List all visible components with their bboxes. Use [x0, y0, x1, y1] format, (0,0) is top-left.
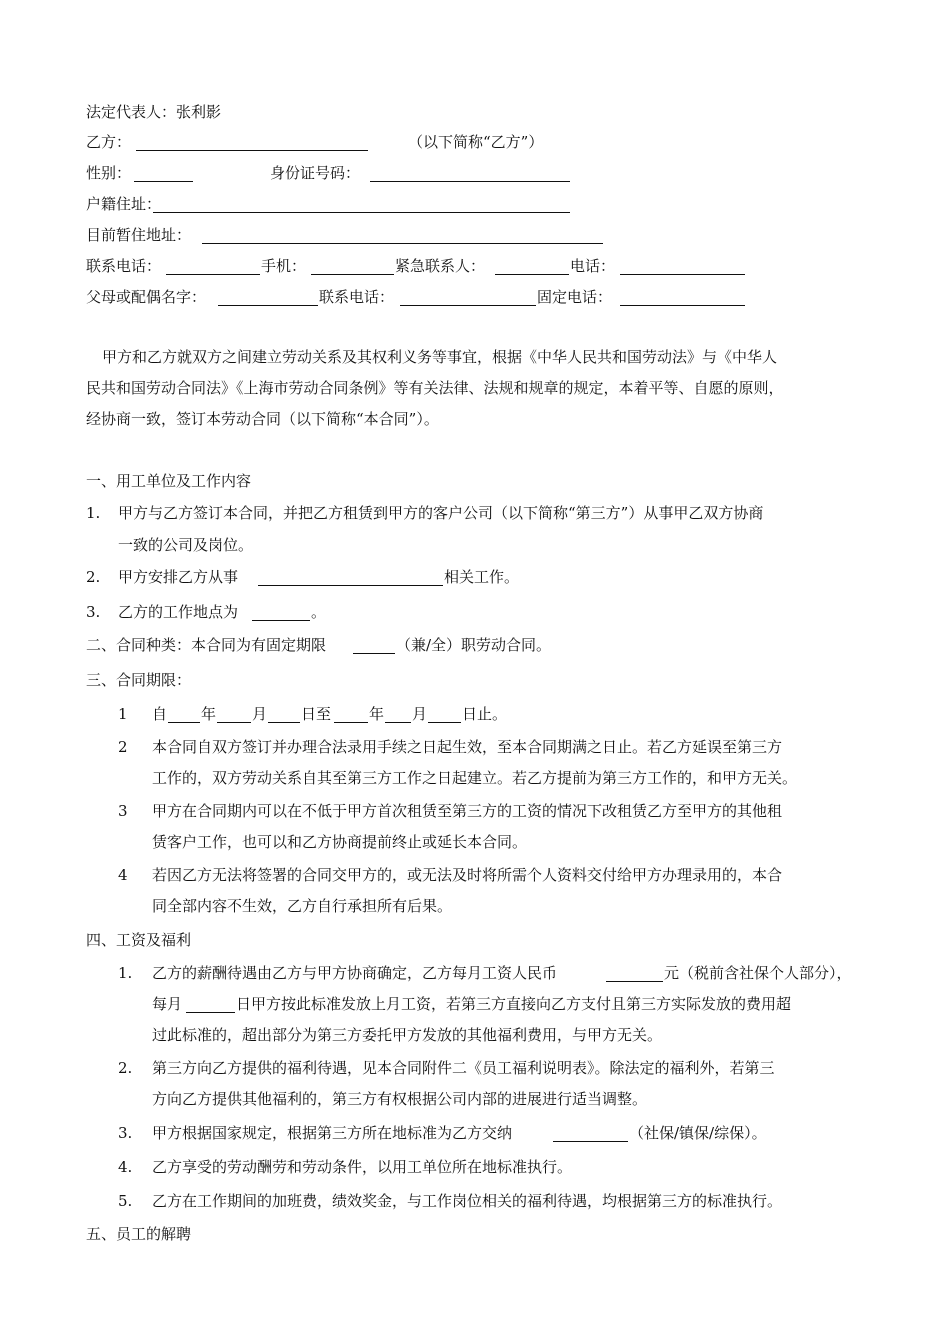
s3-item2-text-1: 本合同自双方签订并办理合法录用手续之日起生效，至本合同期满之日止。若乙方延误至第三方 — [152, 738, 783, 756]
s3-item3-text-2: 赁客户工作，也可以和乙方协商提前终止或延长本合同。 — [152, 833, 528, 851]
s1-item3-blank[interactable] — [252, 620, 310, 621]
s3-item1-month-b: 月 — [412, 705, 428, 723]
landline-label: 固定电话： — [537, 288, 613, 306]
phone-label: 联系电话： — [86, 257, 162, 275]
s4-item1-line3 — [0, 1023, 950, 1047]
gender-blank[interactable] — [134, 181, 193, 182]
s3-item1-number: 1 — [118, 705, 128, 723]
s3-item2-number: 2 — [118, 738, 128, 756]
section2-line — [0, 633, 950, 657]
hukou-blank[interactable] — [153, 212, 570, 213]
s3-item1-day-to: 日至 — [301, 705, 332, 723]
s3-item1 — [0, 702, 950, 726]
party-b-abbr: （以下简称“乙方”） — [408, 133, 544, 151]
s1-item2 — [0, 565, 950, 589]
party-b-line — [0, 130, 950, 154]
s3-item4-number: 4 — [118, 866, 128, 884]
s4-payday-blank[interactable] — [186, 1012, 235, 1013]
s3-item4-text-2: 同全部内容不生效，乙方自行承担所有后果。 — [152, 897, 453, 915]
s4-item5 — [0, 1189, 950, 1213]
intro-line-3 — [0, 407, 950, 431]
s1-item1-line2 — [0, 533, 950, 557]
s4-item3-number: 3. — [118, 1124, 133, 1142]
s4-item2-text-1: 第三方向乙方提供的福利待遇，见本合同附件二《员工福利说明表》。除法定的福利外，若第三 — [152, 1059, 775, 1077]
id-label: 身份证号码： — [270, 164, 361, 182]
legal-rep-line — [0, 100, 950, 124]
parent-phone-blank[interactable] — [400, 305, 536, 306]
s4-item1-text-1b: 元（税前含社保个人部分）， — [664, 964, 852, 982]
phone-blank[interactable] — [166, 274, 260, 275]
temp-address-label: 目前暂住地址： — [86, 226, 192, 244]
s4-salary-blank[interactable] — [606, 981, 663, 982]
s4-item5-text: 乙方在工作期间的加班费，绩效奖金，与工作岗位相关的福利待遇，均根据第三方的标准执行。 — [152, 1192, 783, 1210]
intro-line-1 — [0, 345, 950, 369]
s3-item2-text-2: 工作的，双方劳动关系自其至第三方工作之日起建立。若乙方提前为第三方工作的，和甲方无关。 — [152, 769, 798, 787]
s4-item1-number: 1. — [118, 964, 133, 982]
s3-item3-text-1: 甲方在合同期内可以在不低于甲方首次租赁至第三方的工资的情况下改租赁乙方至甲方的其他租 — [152, 802, 783, 820]
s3-start-day-blank[interactable] — [268, 722, 300, 723]
s3-end-month-blank[interactable] — [385, 722, 411, 723]
s3-item4-line2 — [0, 894, 950, 918]
s3-item1-from: 自 — [152, 705, 168, 723]
s3-item2-line2 — [0, 766, 950, 790]
s3-item4-line1 — [0, 863, 950, 887]
section1-heading: 一、用工单位及工作内容 — [86, 472, 252, 490]
s3-start-year-blank[interactable] — [168, 722, 200, 723]
section2-text-b: （兼/全）职劳动合同。 — [396, 636, 552, 654]
s1-item1-number: 1. — [86, 504, 101, 522]
s4-item2-text-2: 方向乙方提供其他福利的，第三方有权根据公司内部的进展进行适当调整。 — [152, 1090, 648, 1108]
s4-item1-text-2b: 日甲方按此标准发放上月工资，若第三方直接向乙方支付且第三方实际发放的费用超 — [236, 995, 792, 1013]
parent-phone-label: 联系电话： — [319, 288, 395, 306]
section2-text-a: 二、合同种类：本合同为有固定期限 — [86, 636, 327, 654]
emergency-phone-label: 电话： — [570, 257, 616, 275]
mobile-label: 手机： — [261, 257, 307, 275]
id-blank[interactable] — [370, 181, 570, 182]
section2-blank[interactable] — [353, 653, 395, 654]
s3-end-year-blank[interactable] — [334, 722, 368, 723]
s4-item1-text-1a: 乙方的薪酬待遇由乙方与甲方协商确定，乙方每月工资人民币 — [152, 964, 558, 982]
legal-rep-text: 法定代表人：张利影 — [86, 103, 222, 121]
parent-label: 父母或配偶名字： — [86, 288, 207, 306]
family-line — [0, 285, 950, 309]
s4-item2-line2 — [0, 1087, 950, 1111]
parent-blank[interactable] — [218, 305, 318, 306]
s4-item3 — [0, 1121, 950, 1145]
s1-item2-text-a: 甲方安排乙方从事 — [118, 568, 239, 586]
s3-item2-line1 — [0, 735, 950, 759]
s4-item4 — [0, 1155, 950, 1179]
s1-item3-text-a: 乙方的工作地点为 — [118, 603, 239, 621]
gender-label: 性别： — [86, 164, 132, 182]
s4-item5-number: 5. — [118, 1192, 133, 1210]
s3-item4-text-1: 若因乙方无法将签署的合同交甲方的，或无法及时将所需个人资料交付给甲方办理录用的，本合 — [152, 866, 783, 884]
mobile-blank[interactable] — [311, 274, 394, 275]
s1-item3-text-b: 。 — [311, 603, 327, 621]
section5-title — [0, 1222, 950, 1246]
s3-item1-day-end: 日止。 — [462, 705, 508, 723]
s4-item1-text-3: 过此标准的，超出部分为第三方委托甲方发放的其他福利费用，与甲方无关。 — [152, 1026, 663, 1044]
section3-heading: 三、合同期限： — [86, 671, 192, 689]
s4-item1-line1 — [0, 961, 950, 985]
s3-item1-month-a: 月 — [252, 705, 268, 723]
s1-item2-number: 2. — [86, 568, 101, 586]
hukou-label: 户籍住址： — [86, 195, 162, 213]
s3-item3-number: 3 — [118, 802, 128, 820]
s3-item1-year-b: 年 — [369, 705, 385, 723]
party-b-label: 乙方： — [86, 133, 132, 151]
s1-item2-text-b: 相关工作。 — [444, 568, 520, 586]
hukou-line — [0, 192, 950, 216]
gender-id-line — [0, 161, 950, 185]
party-b-blank[interactable] — [136, 150, 368, 151]
emergency-blank[interactable] — [495, 274, 569, 275]
s4-item4-text: 乙方享受的劳动酬劳和劳动条件，以用工单位所在地标准执行。 — [152, 1158, 573, 1176]
section5-heading: 五、员工的解聘 — [86, 1225, 192, 1243]
s3-end-day-blank[interactable] — [428, 722, 461, 723]
intro-text-2: 民共和国劳动合同法》《上海市劳动合同条例》等有关法律、法规和规章的规定，本着平等、自愿的原则， — [86, 379, 784, 397]
s4-item3-text-b: （社保/镇保/综保）。 — [629, 1124, 767, 1142]
intro-text-1: 甲方和乙方就双方之间建立劳动关系及其权利义务等事宜，根据《中华人民共和国劳动法》与《中华人 — [102, 348, 778, 366]
section4-title — [0, 928, 950, 952]
s1-item1-line1 — [0, 501, 950, 525]
s3-item3-line2 — [0, 830, 950, 854]
s4-item2-number: 2. — [118, 1059, 133, 1077]
emergency-phone-blank[interactable] — [620, 274, 745, 275]
temp-address-line — [0, 223, 950, 247]
temp-address-blank[interactable] — [202, 243, 603, 244]
s4-item1-text-2a: 每月 — [152, 995, 183, 1013]
intro-text-3: 经协商一致，签订本劳动合同（以下简称“本合同”）。 — [86, 410, 439, 428]
s3-start-month-blank[interactable] — [217, 722, 251, 723]
s4-insurance-blank[interactable] — [553, 1141, 628, 1142]
s1-item3-number: 3. — [86, 603, 101, 621]
s4-item1-line2 — [0, 992, 950, 1016]
s3-item3-line1 — [0, 799, 950, 823]
landline-blank[interactable] — [620, 305, 745, 306]
s1-item3 — [0, 600, 950, 624]
section1-title — [0, 469, 950, 493]
contact-line — [0, 254, 950, 278]
s4-item4-number: 4. — [118, 1158, 133, 1176]
section3-title — [0, 668, 950, 692]
s1-item2-blank[interactable] — [258, 585, 443, 586]
s1-item1-text-2: 一致的公司及岗位。 — [118, 536, 254, 554]
s1-item1-text-1: 甲方与乙方签订本合同，并把乙方租赁到甲方的客户公司（以下简称“第三方”）从事甲乙双方协商 — [118, 504, 764, 522]
s3-item1-year-a: 年 — [201, 705, 217, 723]
intro-line-2 — [0, 376, 950, 400]
section4-heading: 四、工资及福利 — [86, 931, 192, 949]
emergency-label: 紧急联系人： — [395, 257, 486, 275]
s4-item3-text-a: 甲方根据国家规定，根据第三方所在地标准为乙方交纳 — [152, 1124, 513, 1142]
s4-item2-line1 — [0, 1056, 950, 1080]
